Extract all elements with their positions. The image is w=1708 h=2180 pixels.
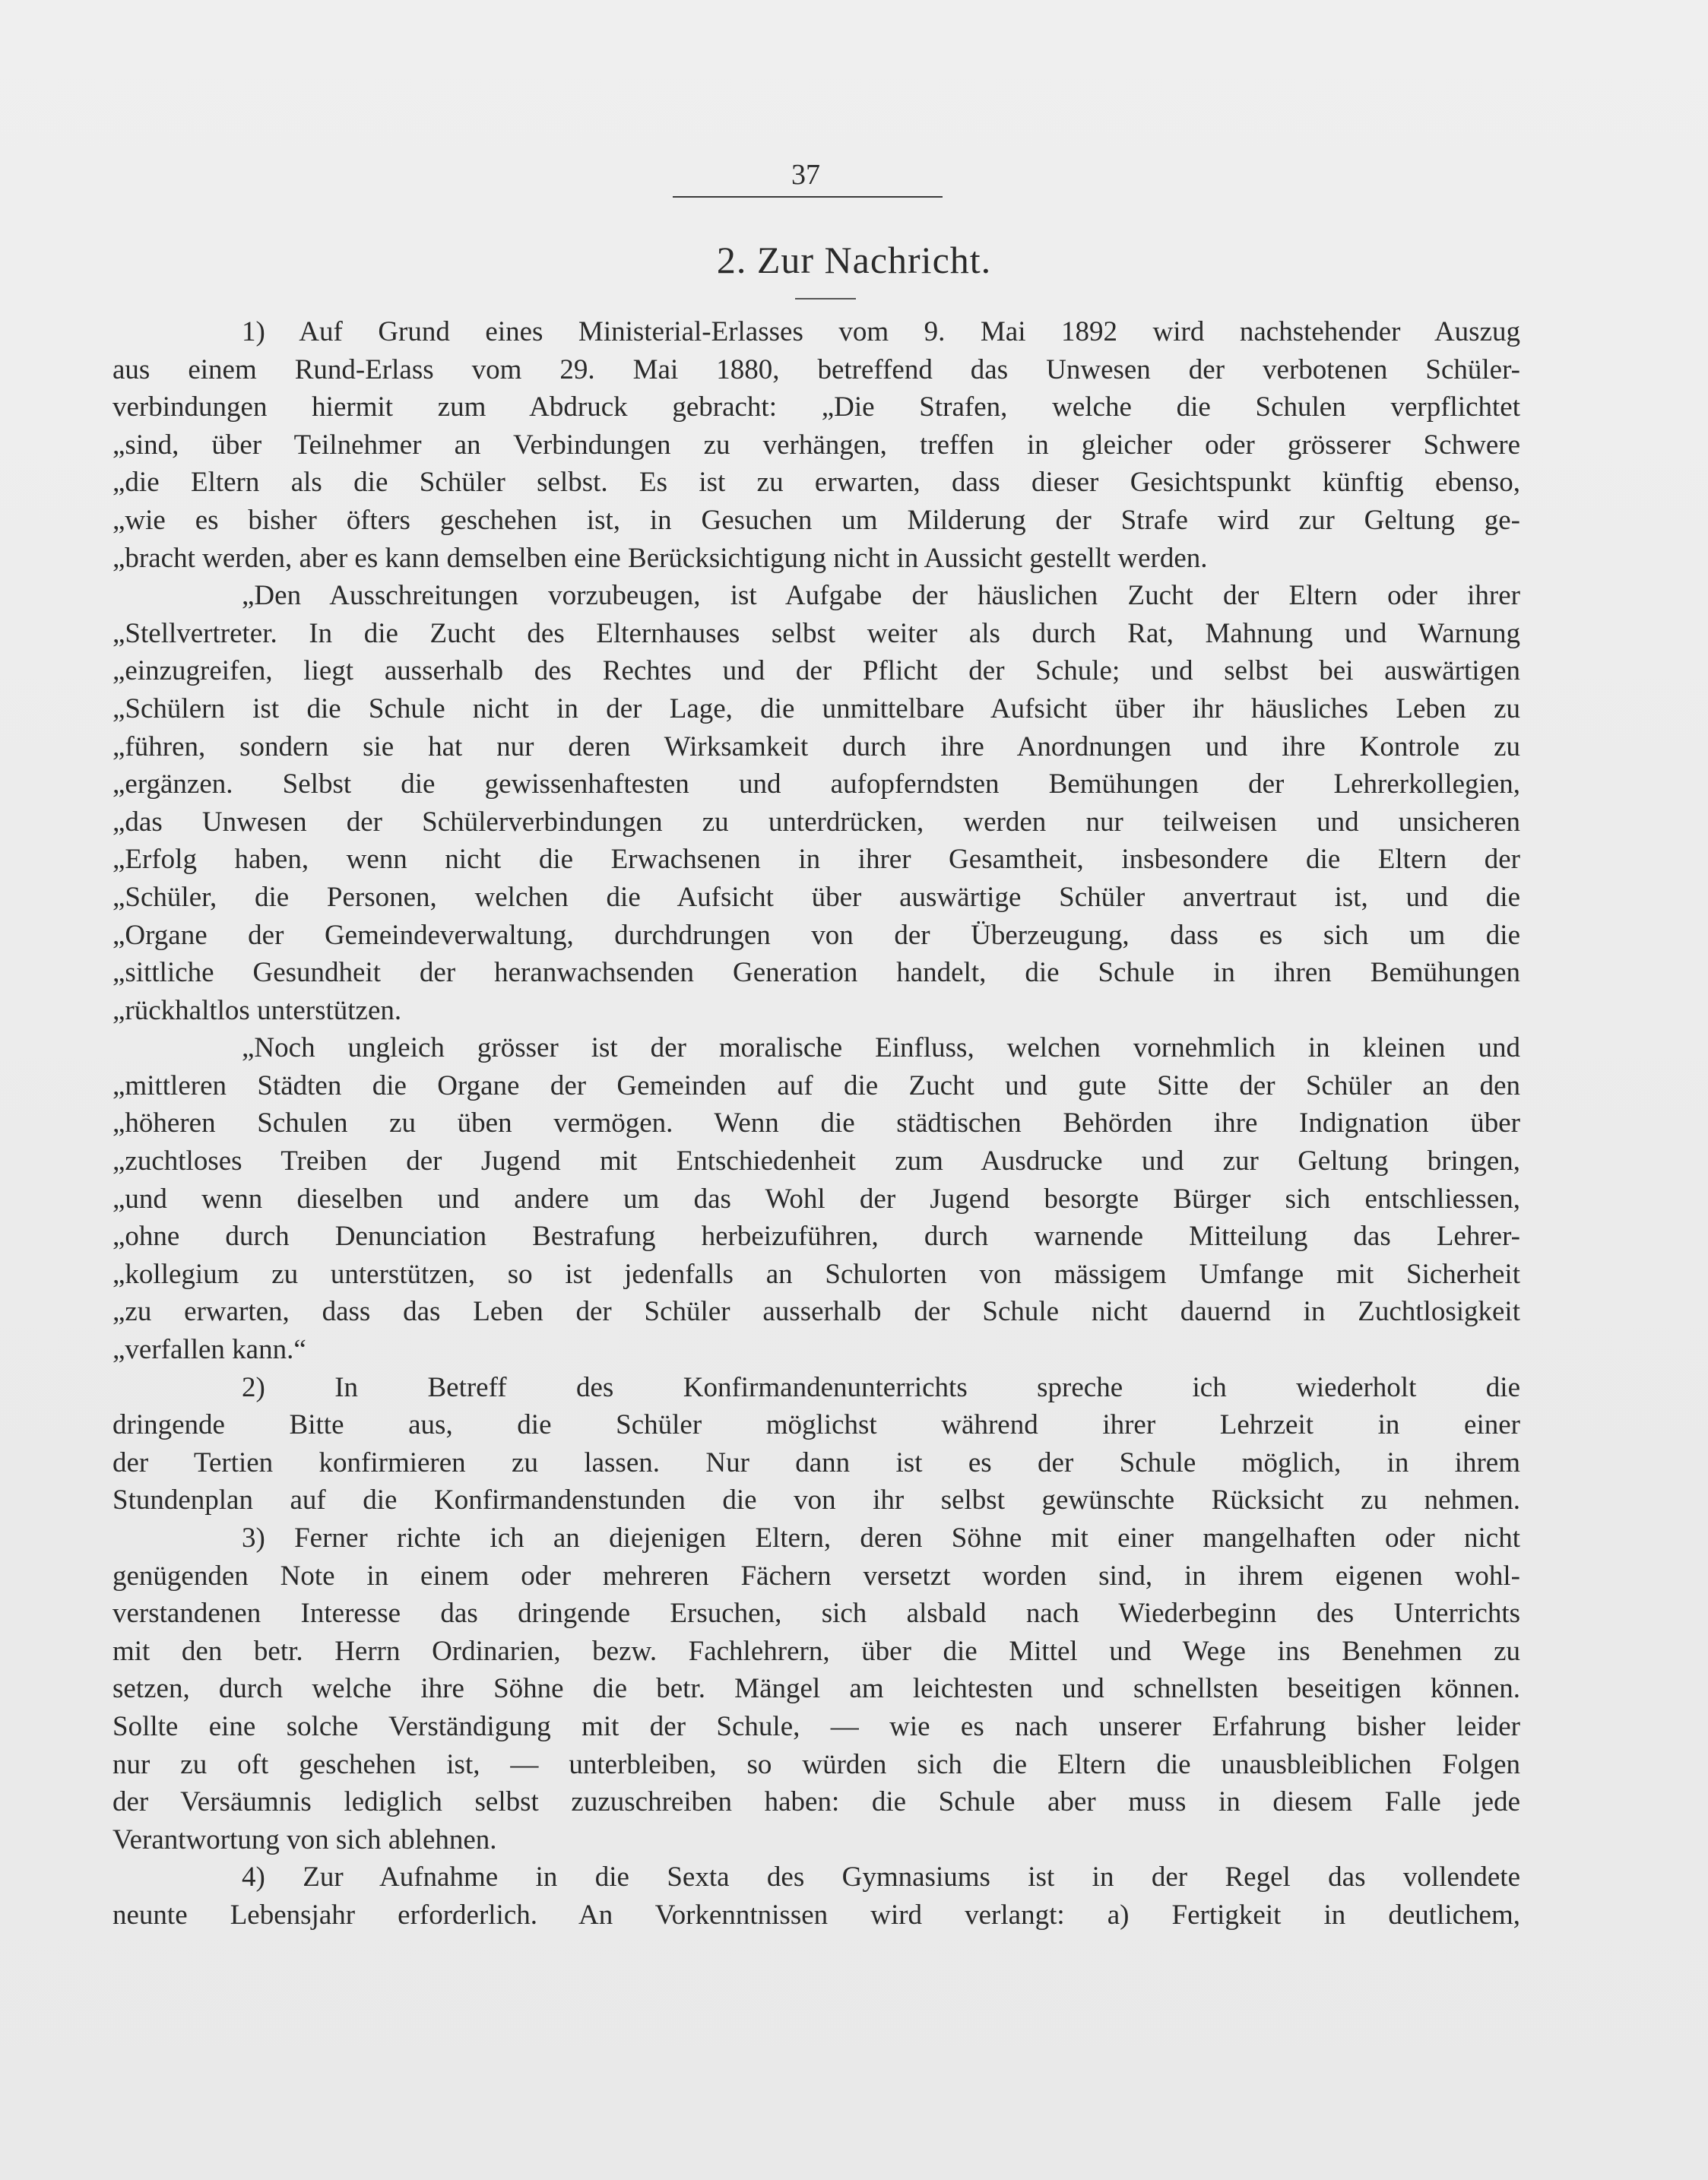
text-line: 3) Ferner richte ich an diejenigen Eltern, deren Söhne mit einer mangelhaften oder nicht <box>242 1523 1520 1554</box>
text-line: „bracht werden, aber es kann demselben eine Berücksichtigung nicht in Aussicht gestellt werden. <box>112 542 1208 574</box>
text-line: „ergänzen. Selbst die gewissenhaftesten und aufopferndsten Bemühungen der Lehrerkollegien, <box>112 768 1520 800</box>
text-line: „zu erwarten, dass das Leben der Schüler ausserhalb der Schule nicht dauernd in Zuchtlosigkeit <box>112 1296 1520 1328</box>
text-line: „zuchtloses Treiben der Jugend mit Entschiedenheit zum Ausdrucke und zur Geltung bringen, <box>112 1145 1520 1177</box>
text-line: der Tertien konfirmieren zu lassen. Nur dann ist es der Schule möglich, in ihrem <box>112 1446 1520 1478</box>
text-line: der Versäumnis lediglich selbst zuzuschreiben haben: die Schule aber muss in diesem Falle jede <box>112 1786 1520 1818</box>
text-line: „mittleren Städten die Organe der Gemeinden auf die Zucht und gute Sitte der Schüler an den <box>112 1069 1520 1101</box>
text-line: „verfallen kann.“ <box>112 1334 306 1366</box>
text-line: „Stellvertreter. In die Zucht des Elternhauses selbst weiter als durch Rat, Mahnung und Warnung <box>112 617 1520 649</box>
text-line: „Den Ausschreitungen vorzubeugen, ist Aufgabe der häuslichen Zucht der Eltern oder ihrer <box>242 580 1520 612</box>
text-line: setzen, durch welche ihre Söhne die betr. Mängel am leichtesten und schnellsten beseitigen können. <box>112 1673 1520 1705</box>
text-line: „die Eltern als die Schüler selbst. Es ist zu erwarten, dass dieser Gesichtspunkt künftig ebenso, <box>112 467 1520 499</box>
text-line: „führen, sondern sie hat nur deren Wirksamkeit durch ihre Anordnungen und ihre Kontrole zu <box>112 730 1520 762</box>
text-line: mit den betr. Herrn Ordinarien, bezw. Fachlehrern, über die Mittel und Wege ins Benehmen zu <box>112 1635 1520 1667</box>
text-line: „ohne durch Denunciation Bestrafung herbeizuführen, durch warnende Mitteilung das Lehrer- <box>112 1221 1520 1253</box>
text-line: „einzugreifen, liegt ausserhalb des Rechtes und der Pflicht der Schule; und selbst bei auswärtigen <box>112 655 1520 687</box>
text-line: „Noch ungleich grösser ist der moralische Einfluss, welchen vornehmlich in kleinen und <box>242 1032 1520 1064</box>
text-line: 1) Auf Grund eines Ministerial-Erlasses vom 9. Mai 1892 wird nachstehender Auszug <box>242 316 1520 347</box>
text-line: „und wenn dieselben und andere um das Wohl der Jugend besorgte Bürger sich entschliessen, <box>112 1183 1520 1215</box>
text-line: neunte Lebensjahr erforderlich. An Vorkenntnissen wird verlangt: a) Fertigkeit in deutlichem, <box>112 1899 1520 1931</box>
text-line: „Erfolg haben, wenn nicht die Erwachsenen in ihrer Gesamtheit, insbesondere die Eltern der <box>112 844 1520 876</box>
text-line: „Schüler, die Personen, welchen die Aufsicht über auswärtige Schüler anvertraut ist, und die <box>112 881 1520 913</box>
text-line: „Schülern ist die Schule nicht in der Lage, die unmittelbare Aufsicht über ihr häusliches Leben zu <box>112 692 1520 724</box>
section-title: 2. Zur Nachricht. <box>716 239 992 281</box>
text-line: Stundenplan auf die Konfirmandenstunden die von ihr selbst gewünschte Rücksicht zu nehmen. <box>112 1484 1520 1516</box>
text-line: „wie es bisher öfters geschehen ist, in Gesuchen um Milderung der Strafe wird zur Geltung ge- <box>112 504 1520 536</box>
text-line: „das Unwesen der Schülerverbindungen zu unterdrücken, werden nur teilweisen und unsicheren <box>112 806 1520 838</box>
text-line: „kollegium zu unterstützen, so ist jedenfalls an Schulorten von mässigem Umfange mit Sicherheit <box>112 1258 1520 1290</box>
text-line: 2) In Betreff des Konfirmandenunterrichts spreche ich wiederholt die <box>242 1371 1520 1403</box>
title-rule <box>795 298 856 299</box>
text-line: „sind, über Teilnehmer an Verbindungen zu verhängen, treffen in gleicher oder grösserer Schwere <box>112 429 1520 461</box>
text-line: „sittliche Gesundheit der heranwachsenden Generation handelt, die Schule in ihren Bemühungen <box>112 957 1520 989</box>
text-line: „Organe der Gemeindeverwaltung, durchdrungen von der Überzeugung, dass es sich um die <box>112 919 1520 951</box>
text-line: Sollte eine solche Verständigung mit der Schule, — wie es nach unserer Erfahrung bisher leider <box>112 1710 1520 1742</box>
page-number-rule <box>673 196 943 198</box>
text-line: 4) Zur Aufnahme in die Sexta des Gymnasiums ist in der Regel das vollendete <box>242 1862 1520 1893</box>
page-number: 37 <box>791 159 820 191</box>
text-line: dringende Bitte aus, die Schüler möglichst während ihrer Lehrzeit in einer <box>112 1409 1520 1441</box>
text-line: Verantwortung von sich ablehnen. <box>112 1824 497 1855</box>
text-line: nur zu oft geschehen ist, — unterbleiben, so würden sich die Eltern die unausbleiblichen Folgen <box>112 1748 1520 1780</box>
text-line: verbindungen hiermit zum Abdruck gebracht: „Die Strafen, welche die Schulen verpflichtet <box>112 391 1520 423</box>
text-line: „höheren Schulen zu üben vermögen. Wenn die städtischen Behörden ihre Indignation über <box>112 1107 1520 1139</box>
text-line: „rückhaltlos unterstützen. <box>112 994 402 1026</box>
text-line: genügenden Note in einem oder mehreren Fächern versetzt worden sind, in ihrem eigenen wohl- <box>112 1560 1520 1592</box>
body-text <box>112 313 1520 1934</box>
text-line: verstandenen Interesse das dringende Ersuchen, sich alsbald nach Wiederbeginn des Unterrichts <box>112 1598 1520 1630</box>
text-line: aus einem Rund-Erlass vom 29. Mai 1880, betreffend das Unwesen der verbotenen Schüler- <box>112 353 1520 385</box>
